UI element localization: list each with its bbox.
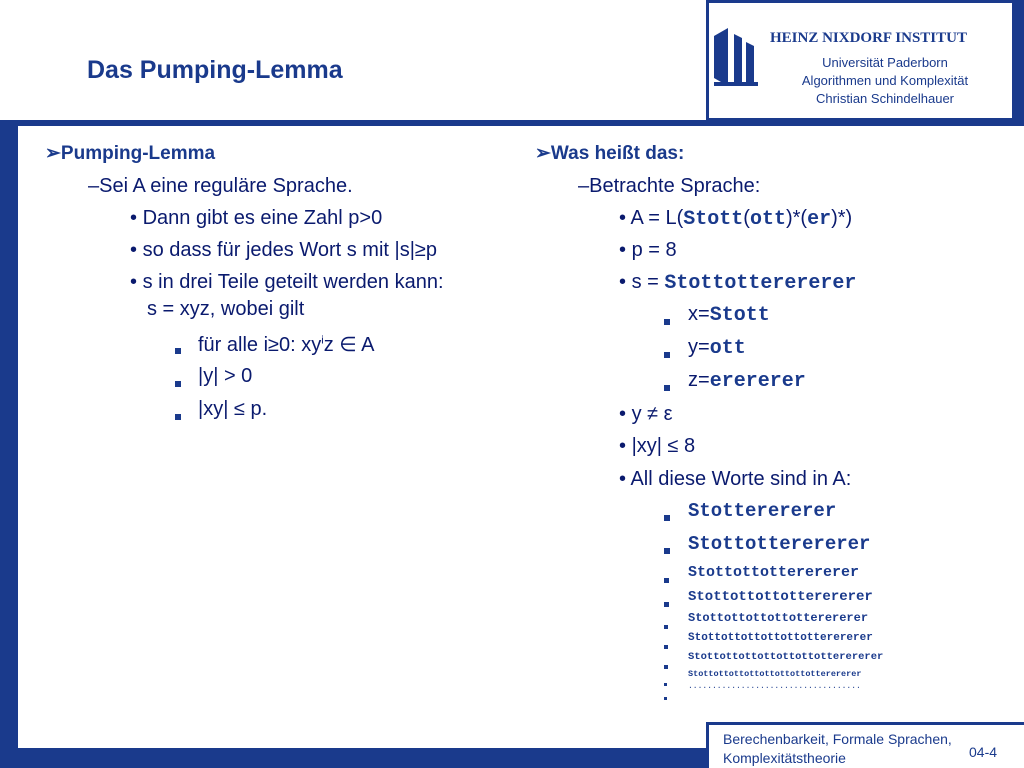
left-bullet-1: • Dann gibt es eine Zahl p>0	[130, 207, 383, 229]
xy-length: • |xy| ≤ 8	[619, 435, 696, 457]
square-bullet-icon	[664, 570, 669, 588]
dot-bullet-icon: •	[619, 207, 627, 229]
institute-author: Christian Schindelhauer	[815, 91, 955, 106]
z-value: z=erererer	[688, 369, 806, 393]
right-subheading: –Betrachte Sprache:	[578, 175, 761, 197]
square-bullet-icon	[664, 345, 670, 363]
square-bullet-icon	[664, 656, 668, 674]
arrow-bullet-icon: ➢	[45, 143, 61, 164]
square-bullet-icon	[175, 374, 181, 392]
dot-bullet-icon: •	[130, 271, 138, 293]
s-value: • s = Stottotterererer	[619, 271, 857, 295]
word-item: Stottottottottotterererer	[688, 611, 869, 625]
condition-1: für alle i≥0: $xy^iz$ ∈ A	[198, 334, 375, 356]
condition-3: |xy| ≤ p.	[198, 398, 268, 420]
square-bullet-icon	[664, 312, 670, 330]
square-bullet-icon	[664, 687, 667, 705]
word-item: Stottottottottottotterererer	[688, 632, 873, 644]
square-bullet-icon	[664, 616, 668, 634]
square-bullet-icon	[175, 407, 181, 425]
arrow-bullet-icon: ➢	[535, 143, 551, 164]
language-definition: • A = L(Stott(ott)*(er)*)	[619, 207, 853, 231]
square-bullet-icon	[664, 636, 668, 654]
square-bullet-icon	[175, 341, 181, 359]
condition-2: |y| > 0	[198, 365, 253, 387]
dot-bullet-icon: •	[619, 403, 627, 425]
dot-bullet-icon: •	[619, 435, 627, 457]
word-item: Stottottottottottottotterererer	[688, 651, 884, 663]
dot-bullet-icon: •	[130, 239, 138, 261]
institute-university: Universität Paderborn	[822, 55, 948, 70]
word-item: Stottotterererer	[688, 533, 871, 555]
left-frame-bar	[0, 120, 18, 768]
left-subheading: –Sei A eine reguläre Sprache.	[88, 175, 353, 197]
left-heading: ➢Pumping-Lemma	[45, 143, 216, 164]
square-bullet-icon	[664, 594, 669, 612]
footer-course-subtitle: Komplexitätstheorie	[723, 750, 846, 766]
p-value: • p = 8	[619, 239, 677, 261]
all-words-in-a: • All diese Worte sind in A:	[619, 468, 852, 490]
footer-course-title: Berechenbarkeit, Formale Sprachen,	[723, 731, 952, 747]
y-not-empty: • y ≠ ε	[619, 403, 673, 425]
dot-bullet-icon: •	[619, 468, 627, 490]
square-bullet-icon	[664, 541, 670, 559]
y-value: y=ott	[688, 336, 746, 360]
dot-bullet-icon: •	[619, 239, 627, 261]
top-separator-bar	[0, 120, 1024, 126]
institute-logo-icon	[714, 28, 758, 86]
word-item: ....................................	[688, 682, 861, 691]
word-item: Stottottotterererer	[688, 564, 860, 581]
square-bullet-icon	[664, 508, 670, 526]
word-item: Stottottottottottottottotterererer	[688, 669, 862, 679]
right-heading: ➢Was heißt das:	[535, 143, 685, 164]
square-bullet-icon	[664, 378, 670, 396]
page-number: 04-4	[969, 744, 998, 760]
word-item: Stottottottotterererer	[688, 589, 873, 605]
institute-name: HEINZ NIXDORF INSTITUT	[770, 30, 967, 46]
institute-group: Algorithmen und Komplexität	[801, 73, 969, 88]
page-title: Das Pumping-Lemma	[87, 56, 343, 84]
left-bullet-3-cont: s = xyz, wobei gilt	[147, 298, 305, 320]
left-bullet-3: • s in drei Teile geteilt werden kann:	[130, 271, 444, 293]
dot-bullet-icon: •	[130, 207, 138, 229]
x-value: x=Stott	[688, 303, 770, 327]
dot-bullet-icon: •	[619, 271, 627, 293]
left-bullet-2: • so dass für jedes Wort s mit |s|≥p	[130, 239, 438, 261]
word-item: Stotterererer	[688, 500, 837, 522]
